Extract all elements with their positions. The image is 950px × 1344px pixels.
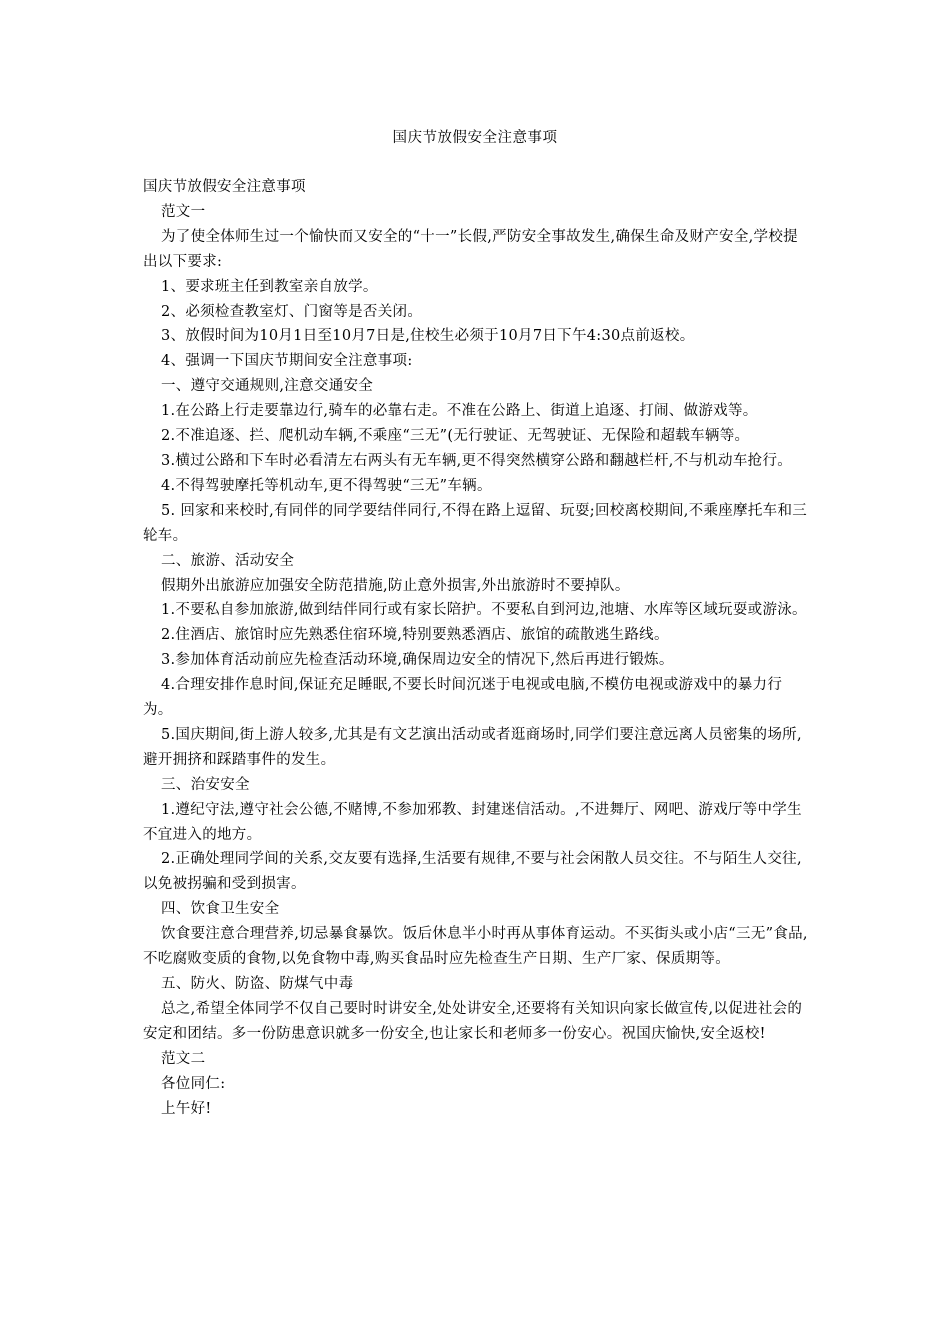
document-title: 国庆节放假安全注意事项 — [392, 130, 558, 146]
paragraph: 3.参加体育活动前应先检查活动环境,确保周边安全的情况下,然后再进行锻炼。 — [161, 652, 674, 669]
paragraph: 5.国庆期间,街上游人较多,尤其是有文艺演出活动或者逛商场时,同学们要注意远离人员密集的场所,避开拥挤和踩踏事件的发生。 — [143, 726, 802, 768]
document-body — [143, 175, 811, 1121]
paragraph: 2.正确处理同学间的关系,交友要有选择,生活要有规律,不要与社会闲散人员交往。不与陌生人交往,以免被拐骗和受到损害。 — [143, 851, 802, 893]
paragraph: 范文二 — [161, 1050, 206, 1067]
paragraph: 1.在公路上行走要靠边行,骑车的必靠右走。不准在公路上、街道上追逐、打闹、做游戏等。 — [161, 403, 758, 420]
paragraph: 3、放假时间为10月1日至10月7日是,住校生必须于10月7日下午4:30点前返校。 — [161, 328, 695, 345]
paragraph: 5. 回家和来校时,有同伴的同学要结伴同行,不得在路上逗留、玩耍;回校离校期间,不乘座摩托车和三轮车。 — [143, 502, 808, 544]
paragraph: 一、遵守交通规则,注意交通安全 — [161, 378, 374, 395]
paragraph: 2、必须检查教室灯、门窗等是否关闭。 — [161, 303, 423, 320]
paragraph: 1、要求班主任到教室亲自放学。 — [161, 278, 378, 295]
paragraph: 假期外出旅游应加强安全防范措施,防止意外损害,外出旅游时不要掉队。 — [161, 577, 630, 594]
paragraph: 五、防火、防盗、防煤气中毒 — [161, 976, 354, 992]
paragraph: 总之,希望全体同学不仅自己要时时讲安全,处处讲安全,还要将有关知识向家长做宣传,以促进社会的安定和团结。多一份防患意识就多一份安全,也让家长和老师多一份安心。祝国庆愉快,安全返校! — [143, 1000, 803, 1042]
paragraph: 3.横过公路和下车时必看清左右两头有无车辆,更不得突然横穿公路和翻越栏杆,不与机动车抢行。 — [161, 452, 793, 469]
paragraph: 范文一 — [161, 203, 206, 220]
paragraph: 4.不得驾驶摩托等机动车,更不得驾驶“三无”车辆。 — [161, 477, 492, 494]
paragraph: 4、强调一下国庆节期间安全注意事项: — [161, 353, 413, 370]
paragraph: 为了使全体师生过一个愉快而又安全的“十一”长假,严防安全事故发生,确保生命及财产安全,学校提出以下要求: — [143, 228, 798, 270]
paragraph: 1.不要私自参加旅游,做到结伴同行或有家长陪护。不要私自到河边,池塘、水库等区域玩耍或游泳。 — [161, 602, 807, 619]
paragraph: 二、旅游、活动安全 — [161, 552, 295, 569]
paragraph: 上午好! — [161, 1100, 212, 1117]
paragraph: 1.遵纪守法,遵守社会公德,不赌博,不参加邪教、封建迷信活动。,不进舞厅、网吧、游戏厅等中学生不宜进入的地方。 — [143, 801, 802, 843]
paragraph: 三、治安安全 — [161, 776, 250, 793]
paragraph: 四、饮食卫生安全 — [161, 901, 280, 918]
paragraph: 2.不准追逐、拦、爬机动车辆,不乘座“三无”(无行驶证、无驾驶证、无保险和超载车辆等。 — [161, 428, 750, 445]
paragraph: 各位同仁: — [161, 1075, 226, 1092]
paragraph: 2.住酒店、旅馆时应先熟悉住宿环境,特别要熟悉酒店、旅馆的疏散逃生路线。 — [161, 627, 669, 644]
paragraph: 国庆节放假安全注意事项 — [143, 179, 306, 195]
paragraph: 饮食要注意合理营养,切忌暴食暴饮。饭后休息半小时再从事体育运动。不买街头或小店“三无”食品,不吃腐败变质的食物,以免食物中毒,购买食品时应先检查生产日期、生产厂家、保质期等。 — [143, 926, 808, 968]
paragraph: 4.合理安排作息时间,保证充足睡眠,不要长时间沉迷于电视或电脑,不模仿电视或游戏中的暴力行为。 — [143, 677, 783, 719]
